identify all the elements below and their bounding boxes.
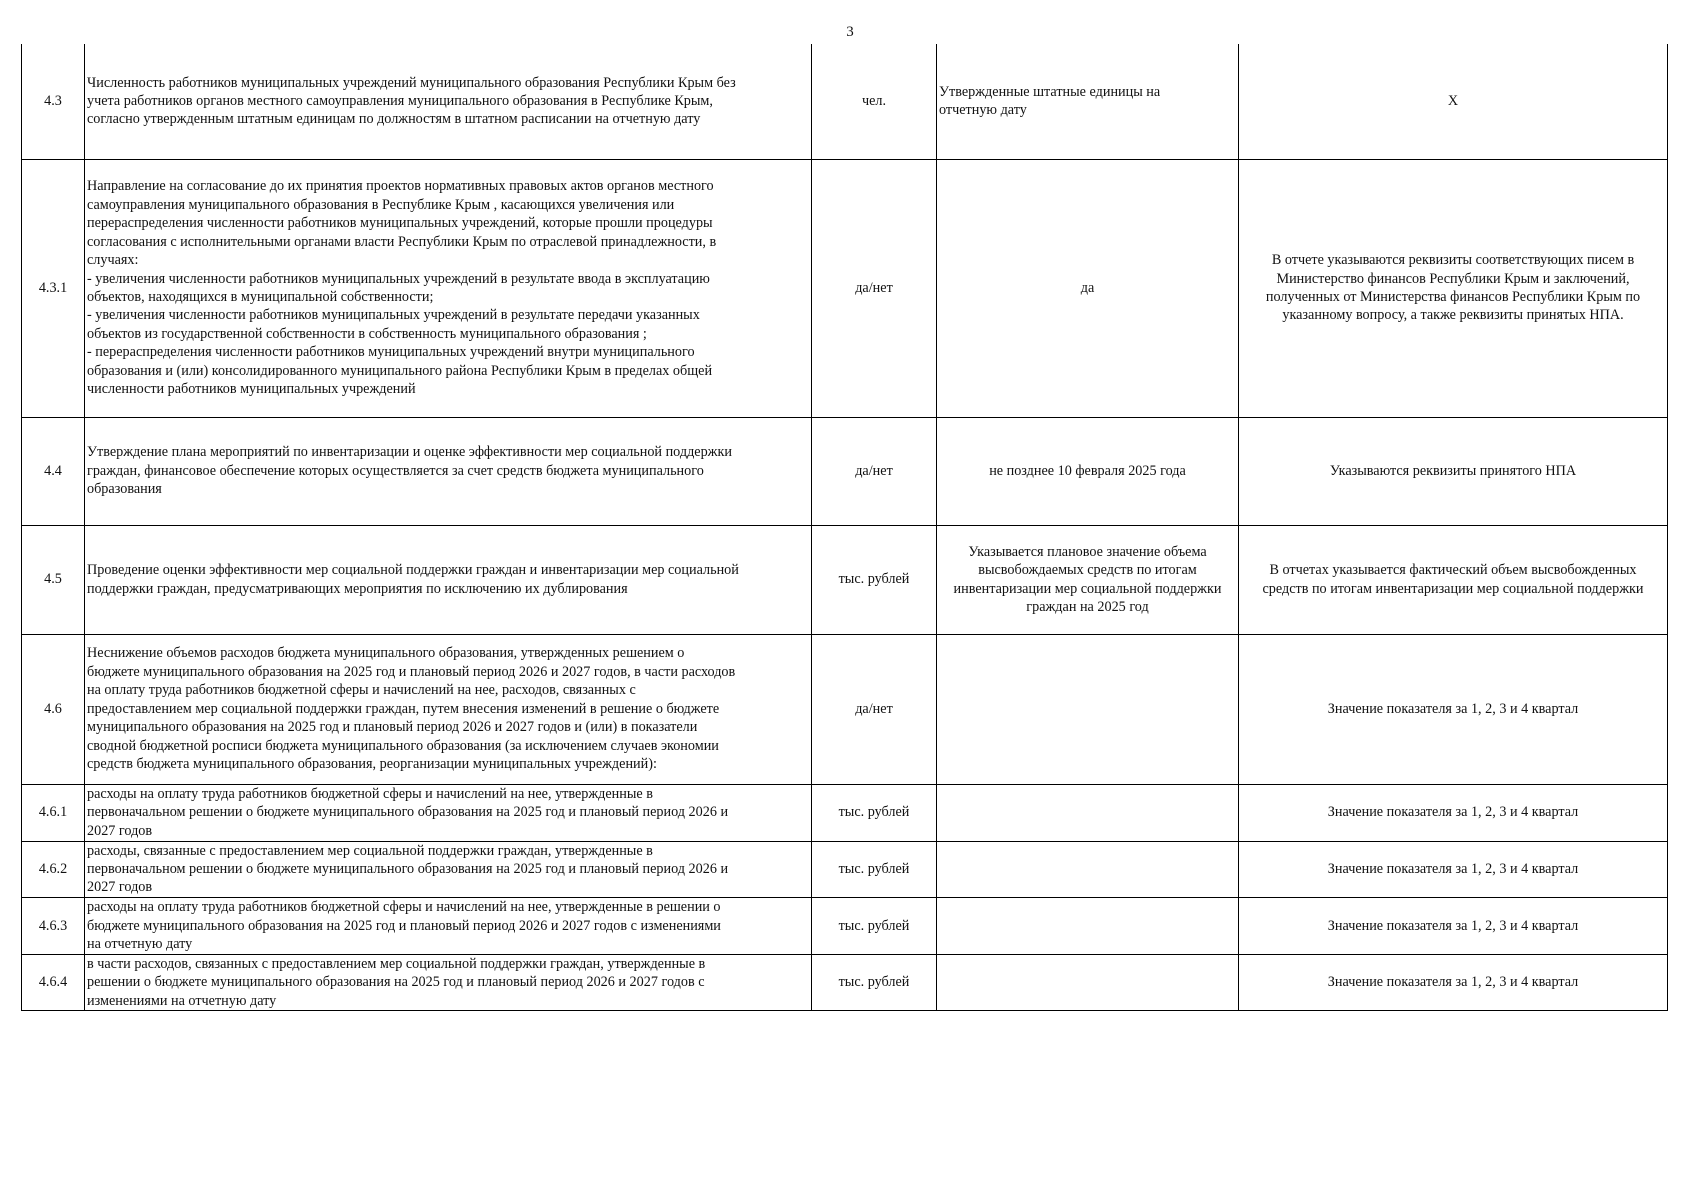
indicator-description (85, 634, 812, 784)
indicator-description-line: - увеличения численности работников муниципальных учреждений в результате ввода в эксплуатацию (87, 270, 710, 287)
indicator-description (85, 159, 812, 417)
planned-value (937, 44, 1239, 159)
indicator-description-line: учета работников органов местного самоуправления муниципального образования в Республике Крым, (87, 93, 713, 110)
row-number-line: 4.6 (44, 700, 62, 717)
indicator-description-line: объектов из государственной собственности в собственность муниципального образования ; (87, 325, 647, 342)
table-row (22, 417, 1668, 525)
reporting-note (1239, 841, 1668, 897)
indicator-description-line: Численность работников муниципальных учреждений муниципального образования Республики Крым без (87, 74, 736, 91)
unit-of-measure-line: да/нет (855, 700, 893, 717)
planned-value-line: высвобождаемых средств по итогам (978, 562, 1197, 579)
row-number (22, 417, 85, 525)
indicator-description-line: предоставлением мер социальной поддержки граждан, путем внесения изменений в решение о бюджете (87, 700, 720, 717)
planned-value-line: граждан на 2025 год (1026, 598, 1149, 615)
unit-of-measure (812, 841, 937, 897)
row-number (22, 634, 85, 784)
indicator-description-line: образования (87, 481, 162, 498)
unit-of-measure-line: тыс. рублей (838, 571, 910, 588)
unit-of-measure (812, 417, 937, 525)
indicator-description-line: поддержки граждан, предусматривающих мероприятия по исключению их дублирования (87, 580, 628, 597)
indicator-description-line: муниципального образования на 2025 год и плановый период 2026 и 2027 годов и (или) в показатели (87, 719, 698, 736)
planned-value (937, 417, 1239, 525)
indicators-table (21, 44, 1668, 1011)
reporting-note (1239, 525, 1668, 634)
reporting-note-line: средств по итогам инвентаризации мер социальной поддержки (1262, 580, 1644, 597)
page-number: 3 (846, 24, 854, 40)
indicator-description-line: Проведение оценки эффективности мер социальной поддержки граждан и инвентаризации мер социальной (87, 562, 739, 579)
indicator-description-line: Утверждение плана мероприятий по инвентаризации и оценке эффективности мер социальной поддержки (87, 444, 732, 461)
indicator-description-line: - перераспределения численности работников муниципальных учреждений внутри муниципального (87, 344, 695, 361)
row-number (22, 954, 85, 1010)
reporting-note-line: Значение показателя за 1, 2, 3 и 4 квартал (1327, 804, 1579, 821)
row-number-line: 4.6.3 (38, 917, 68, 934)
indicator-description-line: граждан, финансовое обеспечение которых осуществляется за счет средств бюджета муниципального (87, 462, 704, 479)
indicator-description-line: образования и (или) консолидированного муниципального района Республики Крым в пределах общей (87, 362, 713, 379)
indicator-description-line: перераспределения численности работников муниципальных учреждений, которые прошли процедуры (87, 215, 713, 232)
reporting-note-line: Значение показателя за 1, 2, 3 и 4 квартал (1327, 700, 1579, 717)
planned-value (937, 634, 1239, 784)
indicator-description-line: на оплату труда работников бюджетной сферы и начислений на нее, расходов, связанных с (87, 682, 636, 699)
reporting-note-line: Значение показателя за 1, 2, 3 и 4 квартал (1327, 860, 1579, 877)
row-number (22, 44, 85, 159)
table-row (22, 159, 1668, 417)
unit-of-measure-line: да/нет (855, 279, 893, 296)
table-row (22, 954, 1668, 1010)
table-row (22, 841, 1668, 897)
unit-of-measure (812, 525, 937, 634)
unit-of-measure-line: чел. (861, 93, 887, 110)
unit-of-measure (812, 634, 937, 784)
indicator-description-line: Неснижение объемов расходов бюджета муниципального образования, утвержденных решением о (87, 645, 685, 662)
table-row (22, 897, 1668, 954)
indicator-description-line: средств бюджета муниципального образования, реорганизации муниципальных учреждений): (87, 756, 657, 773)
reporting-note-line: Значение показателя за 1, 2, 3 и 4 квартал (1327, 917, 1579, 934)
reporting-note-line: Министерство финансов Республики Крым и заключений, (1276, 270, 1630, 287)
indicator-description-line: случаях: (87, 252, 139, 269)
row-number-line: 4.3.1 (38, 279, 68, 296)
indicator-description (85, 44, 812, 159)
indicator-description (85, 897, 812, 954)
indicator-description-line: Направление на согласование до их принятия проектов нормативных правовых актов органов местного (87, 178, 714, 195)
unit-of-measure (812, 44, 937, 159)
indicator-description-line: бюджете муниципального образования на 2025 год и плановый период 2026 и 2027 годов, в части расходов (87, 663, 736, 680)
indicator-description-line: расходы, связанные с предоставлением мер социальной поддержки граждан, утвержденные в (87, 842, 653, 859)
planned-value-line: инвентаризации мер социальной поддержки (953, 580, 1222, 597)
reporting-note-line: полученных от Министерства финансов Республики Крым по (1265, 289, 1641, 305)
indicator-description-line: первоначальном решении о бюджете муниципального образования на 2025 год и плановый период 2026 и (87, 804, 729, 821)
unit-of-measure (812, 784, 937, 841)
unit-of-measure (812, 897, 937, 954)
row-number-line: 4.6.1 (38, 804, 68, 821)
row-number (22, 159, 85, 417)
indicator-description-line: бюджете муниципального образования на 2025 год и плановый период 2026 и 2027 годов с изменениями (87, 917, 721, 934)
unit-of-measure-line: тыс. рублей (838, 860, 910, 877)
planned-value (937, 841, 1239, 897)
reporting-note-line: Х (1447, 93, 1459, 110)
indicator-description (85, 525, 812, 634)
indicator-description-line: в части расходов, связанных с предоставлением мер социальной поддержки граждан, утвержденные в (87, 955, 706, 972)
reporting-note-line: указанному вопросу, а также реквизиты принятых НПА. (1282, 307, 1624, 324)
row-number-line: 4.3 (44, 93, 62, 110)
unit-of-measure (812, 159, 937, 417)
unit-of-measure-line: да/нет (855, 462, 893, 479)
row-number-line: 4.4 (44, 462, 62, 479)
indicator-description-line: решении о бюджете муниципального образования на 2025 год и плановый период 2026 и 2027 годов с (87, 974, 705, 991)
unit-of-measure-line: тыс. рублей (838, 974, 910, 991)
indicator-description-line: сводной бюджетной росписи бюджета муниципального образования (за исключением случаев экономии (87, 737, 719, 754)
indicator-description-line: объектов, находящихся в муниципальной собственности; (87, 289, 434, 305)
indicator-description-line: - увеличения численности работников муниципальных учреждений в результате передачи указанных (87, 307, 700, 324)
indicator-description (85, 784, 812, 841)
reporting-note-line: Указываются реквизиты принятого НПА (1329, 462, 1577, 479)
row-number-line: 4.5 (44, 571, 62, 588)
reporting-note (1239, 417, 1668, 525)
indicator-description (85, 841, 812, 897)
table-row (22, 525, 1668, 634)
indicator-description-line: численности работников муниципальных учреждений (87, 381, 416, 398)
indicator-description-line: расходы на оплату труда работников бюджетной сферы и начислений на нее, утвержденные в (87, 785, 653, 802)
indicator-description-line: изменениями на отчетную дату (87, 992, 277, 1009)
indicator-description-line: 2027 годов (87, 879, 153, 896)
reporting-note (1239, 954, 1668, 1010)
unit-of-measure-line: тыс. рублей (838, 917, 910, 934)
indicator-description-line: самоуправления муниципального образования в Республике Крым , касающихся увеличения или (87, 196, 675, 213)
row-number (22, 525, 85, 634)
planned-value-line: Утвержденные штатные единицы на (939, 83, 1161, 100)
table-row (22, 44, 1668, 159)
indicator-description-line: согласно утвержденным штатным единицам по должностям в штатном расписании на отчетную дату (87, 111, 701, 128)
row-number-line: 4.6.2 (38, 860, 68, 877)
reporting-note-line: В отчете указываются реквизиты соответствующих писем в (1271, 252, 1635, 269)
indicator-description-line: первоначальном решении о бюджете муниципального образования на 2025 год и плановый период 2026 и (87, 860, 729, 877)
row-number (22, 784, 85, 841)
reporting-note (1239, 634, 1668, 784)
table-row (22, 784, 1668, 841)
planned-value (937, 525, 1239, 634)
indicator-description-line: согласования с исполнительными органами власти Республики Крым по отраслевой принадлежности, в (87, 233, 717, 250)
table-body (22, 44, 1668, 1011)
planned-value (937, 784, 1239, 841)
planned-value (937, 159, 1239, 417)
reporting-note-line: Значение показателя за 1, 2, 3 и 4 квартал (1327, 974, 1579, 991)
reporting-note (1239, 44, 1668, 159)
planned-value (937, 897, 1239, 954)
unit-of-measure-line: тыс. рублей (838, 804, 910, 821)
indicator-description (85, 417, 812, 525)
row-number-line: 4.6.4 (38, 974, 68, 991)
row-number (22, 841, 85, 897)
planned-value-line: отчетную дату (939, 102, 1027, 119)
planned-value-line: не позднее 10 февраля 2025 года (989, 462, 1186, 479)
planned-value-line: Указывается плановое значение объема (968, 543, 1207, 560)
planned-value (937, 954, 1239, 1010)
planned-value-line: да (1080, 279, 1095, 296)
reporting-note (1239, 784, 1668, 841)
unit-of-measure (812, 954, 937, 1010)
reporting-note-line: В отчетах указывается фактический объем высвобожденных (1269, 562, 1637, 579)
row-number (22, 897, 85, 954)
indicator-description-line: расходы на оплату труда работников бюджетной сферы и начислений на нее, утвержденные в решении о (87, 899, 721, 916)
table-row (22, 634, 1668, 784)
reporting-note (1239, 897, 1668, 954)
indicator-description-line: на отчетную дату (87, 936, 193, 953)
indicator-description-line: 2027 годов (87, 822, 153, 839)
indicator-description (85, 954, 812, 1010)
reporting-note (1239, 159, 1668, 417)
